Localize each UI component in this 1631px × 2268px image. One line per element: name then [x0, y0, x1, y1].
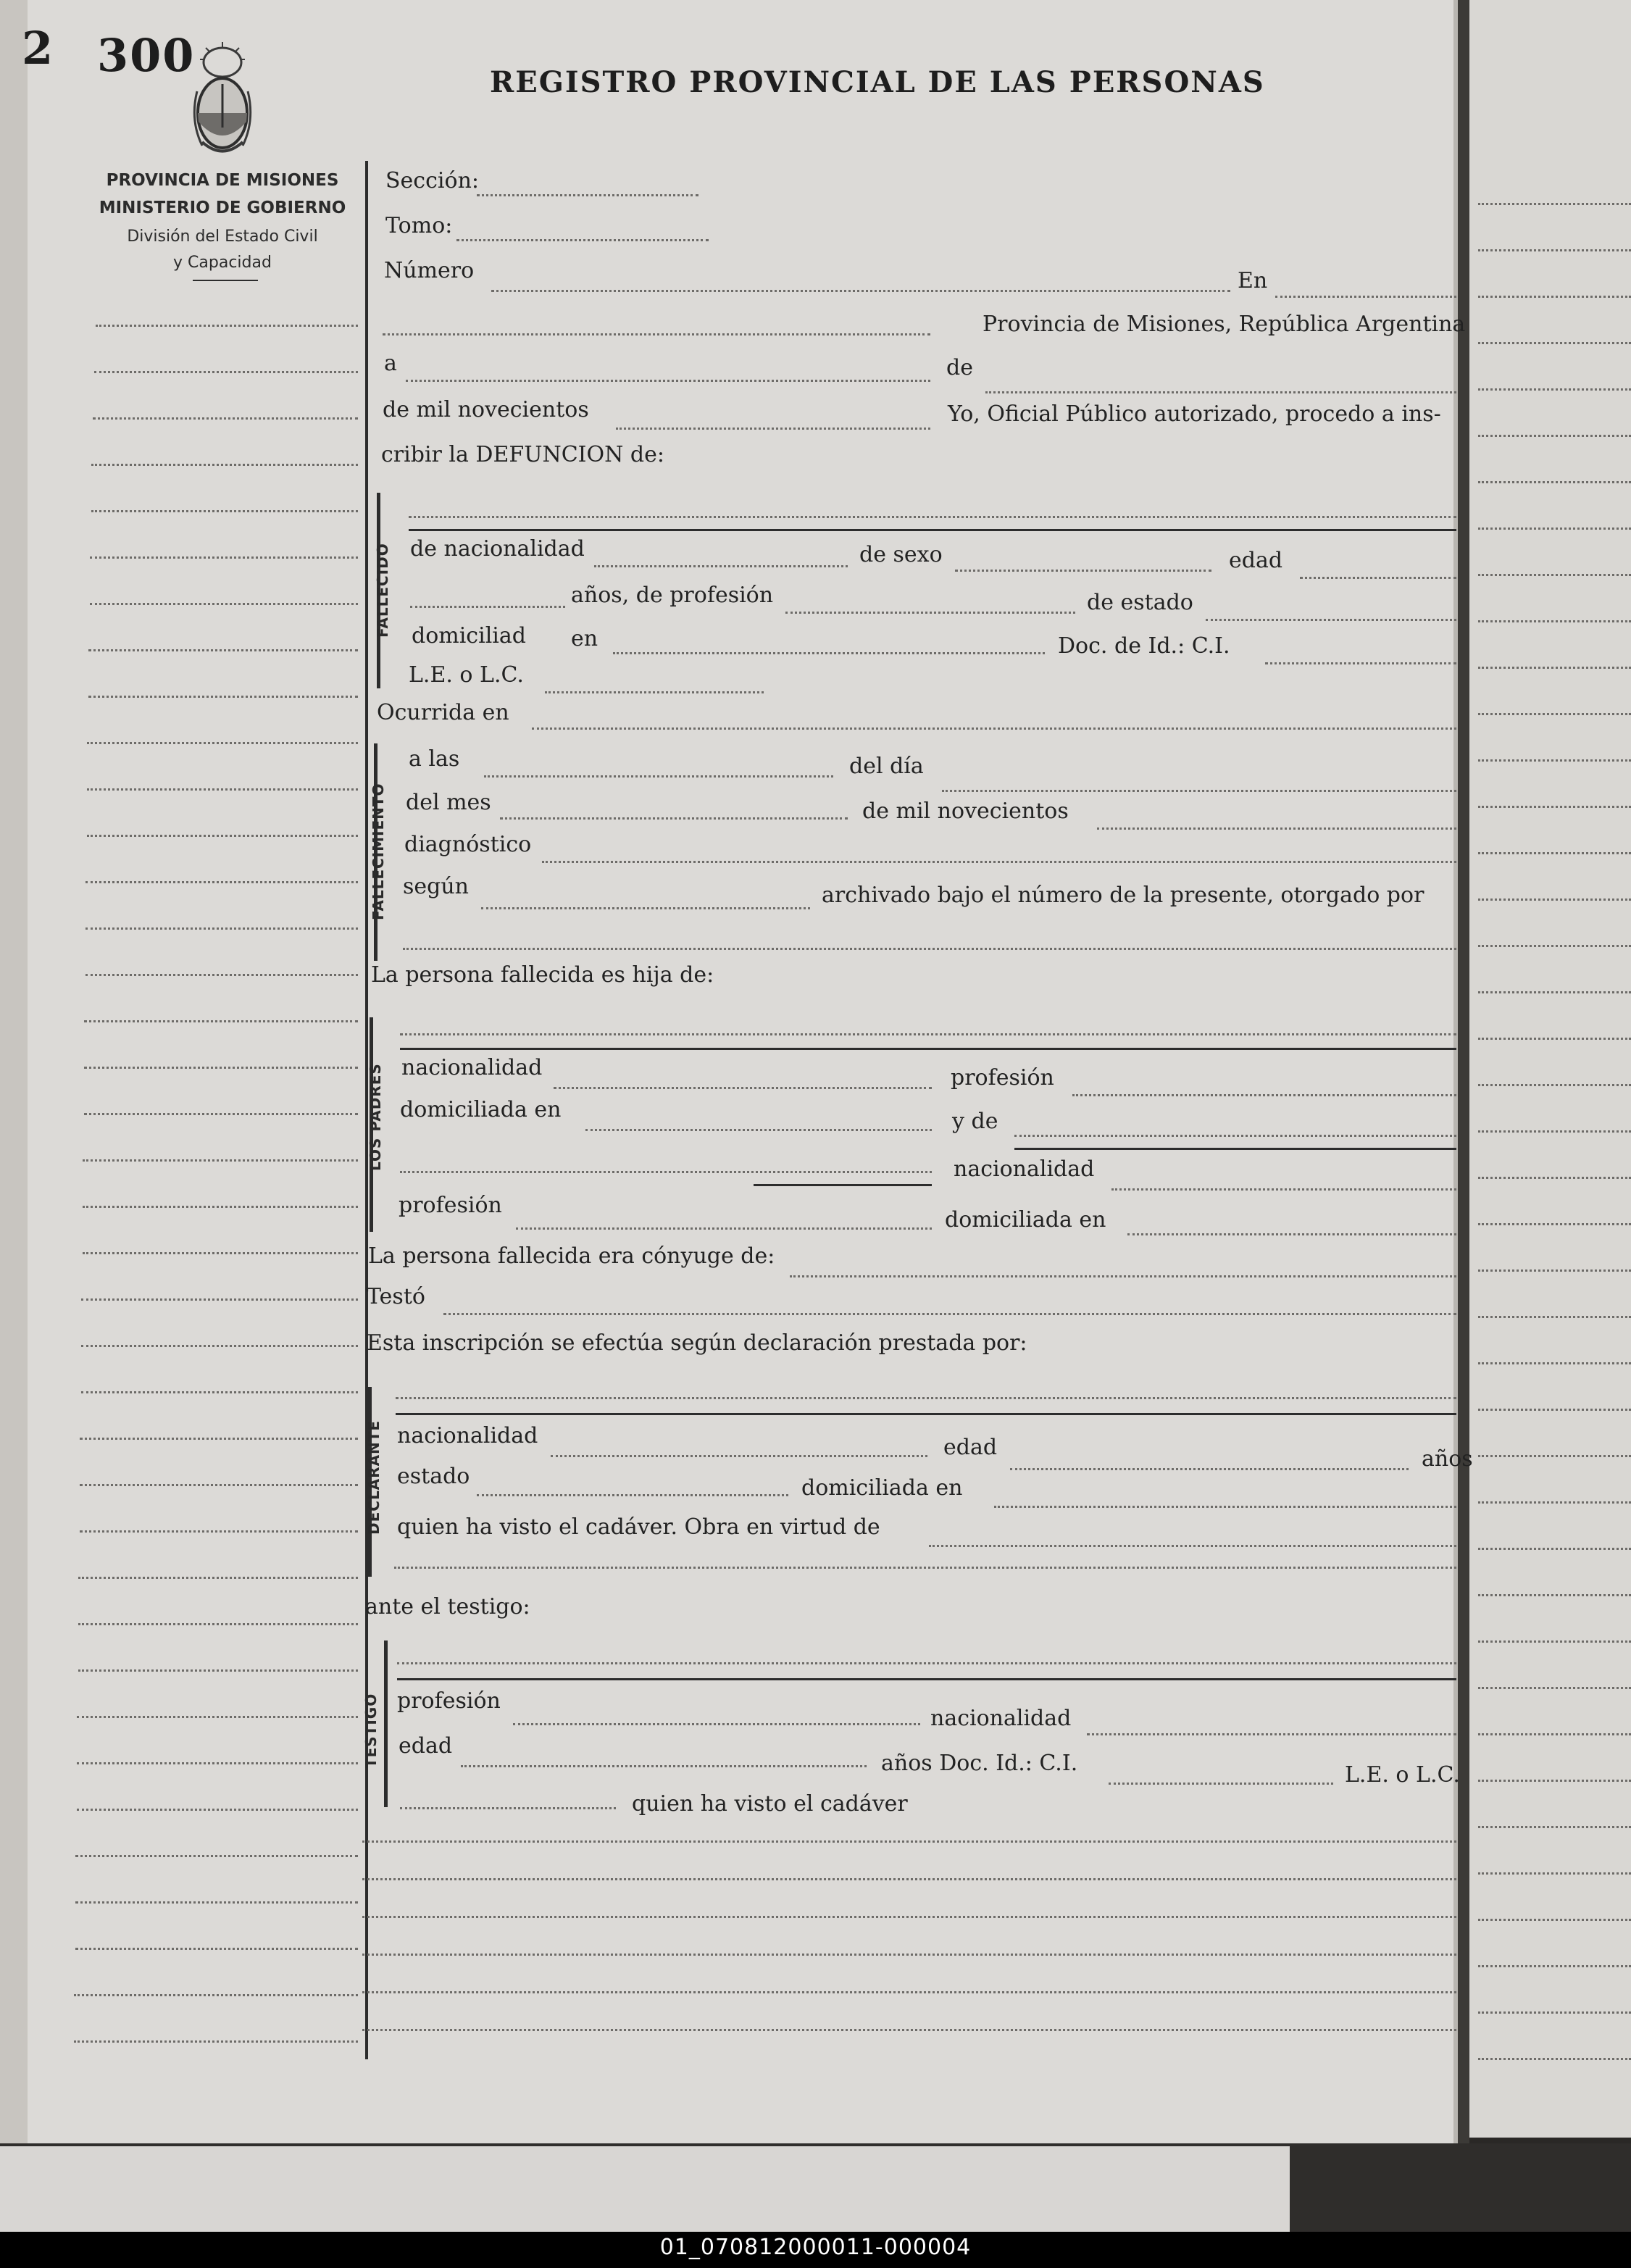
- page-title: REGISTRO PROVINCIAL DE LAS PERSONAS: [490, 65, 1265, 99]
- en-label: En: [1238, 268, 1268, 293]
- a-field[interactable]: [406, 380, 930, 382]
- conyuge-field[interactable]: [790, 1275, 1456, 1277]
- year-field[interactable]: [616, 428, 930, 430]
- diagnostico-label: diagnóstico: [404, 832, 532, 857]
- padres-madre-field[interactable]: [1014, 1135, 1456, 1137]
- fallecido-doc-label: Doc. de Id.: C.I.: [1058, 633, 1230, 659]
- fallecido-en-label: en: [571, 626, 598, 651]
- testigo-nacionalidad-label: nacionalidad: [930, 1706, 1072, 1731]
- tomo-field[interactable]: [456, 239, 709, 241]
- declarante-quien-text: quien ha visto el cadáver. Obra en virtud de: [397, 1514, 880, 1540]
- en-field[interactable]: [1275, 296, 1456, 298]
- de-field[interactable]: [985, 391, 1456, 393]
- seccion-field[interactable]: [477, 194, 698, 196]
- fallecido-doc-field[interactable]: [1265, 662, 1456, 664]
- testigo-edad-field[interactable]: [461, 1765, 867, 1767]
- de-label: de: [946, 355, 973, 380]
- testigo-label: TESTIGO: [362, 1693, 380, 1768]
- fallecimiento-dia-label: del día: [849, 754, 924, 779]
- fallecido-anos-field[interactable]: [410, 606, 565, 608]
- declarante-extra-field[interactable]: [394, 1567, 1456, 1569]
- numero-field[interactable]: [491, 290, 1230, 292]
- fallecido-nacionalidad-field[interactable]: [594, 565, 848, 567]
- segun-label: según: [403, 874, 469, 899]
- page-edge: [0, 0, 28, 2143]
- fallecimiento-ano-label: de mil novecientos: [862, 799, 1069, 824]
- fallecido-edad-label: edad: [1229, 548, 1283, 573]
- declarante-virtud-field[interactable]: [929, 1545, 1456, 1547]
- testigo-quien-text: quien ha visto el cadáver: [632, 1791, 908, 1817]
- provincia-text: Provincia de Misiones, República Argentina: [983, 312, 1466, 337]
- fallecimiento-label: FALLECIMIENTO: [370, 783, 387, 920]
- padres-name-field[interactable]: [400, 1033, 1456, 1035]
- coat-of-arms-icon: [191, 41, 254, 157]
- padres-label: LOS PADRES: [367, 1063, 384, 1171]
- image-caption: 01_070812000011-000004: [659, 2235, 972, 2260]
- padres-name-rule: [754, 1184, 932, 1186]
- declarante-name-field[interactable]: [396, 1397, 1456, 1399]
- fallecido-estado-label: de estado: [1087, 590, 1193, 615]
- declarante-edad-label: edad: [943, 1435, 998, 1460]
- padres-profesion2-field[interactable]: [516, 1227, 932, 1230]
- fallecido-rule: [409, 529, 1456, 531]
- diagnostico-field[interactable]: [542, 861, 1456, 863]
- padres-domicilio2-field[interactable]: [1127, 1233, 1456, 1235]
- padres-madre-name-field[interactable]: [400, 1171, 932, 1173]
- declarante-nacionalidad-label: nacionalidad: [397, 1423, 538, 1448]
- padres-domicilio-field[interactable]: [585, 1129, 932, 1131]
- page-number-right: 300: [97, 29, 196, 82]
- padres-nacionalidad-field[interactable]: [554, 1087, 932, 1089]
- declarante-domicilio-field[interactable]: [994, 1506, 1456, 1508]
- testigo-le-label: L.E. o L.C.: [1345, 1762, 1460, 1788]
- header-capacity: y Capacidad: [173, 254, 272, 272]
- header-underline: [193, 280, 258, 281]
- a-label: a: [384, 351, 397, 376]
- fallecido-le-field[interactable]: [545, 691, 764, 693]
- declarante-estado-field[interactable]: [477, 1494, 788, 1496]
- ante-testigo-label: ante el testigo:: [365, 1594, 530, 1619]
- padres-rule: [400, 1048, 1456, 1050]
- testigo-doc-label: años Doc. Id.: C.I.: [881, 1751, 1078, 1776]
- place-field[interactable]: [383, 333, 930, 335]
- declarante-edad-field[interactable]: [1010, 1468, 1409, 1470]
- facing-page: [1469, 0, 1631, 2138]
- declarante-anos-label: años: [1422, 1446, 1473, 1472]
- de-mil-novecientos-label: de mil novecientos: [383, 397, 589, 422]
- fallecimiento-a-las-label: a las: [409, 746, 460, 772]
- testigo-doc-field[interactable]: [1109, 1783, 1333, 1785]
- header-province: PROVINCIA DE MISIONES: [106, 171, 339, 190]
- padres-madre-rule: [1014, 1148, 1456, 1150]
- fallecido-sexo-field[interactable]: [955, 570, 1211, 572]
- otorgado-field[interactable]: [403, 948, 1456, 950]
- padres-nacionalidad2-field[interactable]: [1111, 1188, 1456, 1191]
- segun-field[interactable]: [481, 907, 810, 909]
- header-division: División del Estado Civil: [127, 228, 318, 246]
- fallecido-profesion-field[interactable]: [785, 612, 1075, 614]
- seccion-label: Sección:: [385, 168, 479, 193]
- fallecido-edad-field[interactable]: [1300, 577, 1456, 579]
- fallecido-nacionalidad-label: de nacionalidad: [410, 536, 585, 562]
- fallecimiento-mes-label: del mes: [406, 790, 491, 815]
- testo-field[interactable]: [443, 1313, 1456, 1315]
- conyuge-label: La persona fallecida era cónyuge de:: [368, 1243, 775, 1269]
- fallecimiento-mes-field[interactable]: [500, 817, 848, 820]
- fallecido-estado-field[interactable]: [1206, 619, 1456, 621]
- declarante-estado-label: estado: [397, 1464, 470, 1489]
- fallecimiento-hora-field[interactable]: [484, 775, 833, 777]
- declarante-rule: [396, 1413, 1456, 1415]
- testigo-id-field[interactable]: [400, 1807, 616, 1809]
- fallecido-label: FALLECIDO: [374, 543, 391, 638]
- declarante-label: DECLARANTE: [365, 1419, 383, 1535]
- testigo-bracket: [384, 1640, 388, 1807]
- testigo-rule: [397, 1678, 1456, 1680]
- ocurrida-field[interactable]: [532, 727, 1456, 730]
- fallecimiento-ano-field[interactable]: [1097, 827, 1456, 830]
- hija-de-label: La persona fallecida es hija de:: [371, 962, 714, 988]
- padres-nacionalidad-label: nacionalidad: [401, 1055, 543, 1080]
- fallecido-name-field[interactable]: [409, 516, 1456, 518]
- padres-nacionalidad2-label: nacionalidad: [954, 1156, 1095, 1182]
- cribir-text: cribir la DEFUNCION de:: [381, 442, 664, 467]
- padres-domiciliada2-label: domiciliada en: [945, 1207, 1106, 1233]
- testigo-profesion-field[interactable]: [513, 1723, 920, 1725]
- padres-domiciliada-label: domiciliada en: [400, 1097, 562, 1122]
- padres-y-de-label: y de: [952, 1109, 998, 1134]
- testo-label: Testó: [367, 1284, 425, 1309]
- loose-paper: [0, 2146, 1290, 2240]
- padres-profesion-field[interactable]: [1072, 1094, 1456, 1096]
- inscripcion-text: Esta inscripción se efectúa según declaración prestada por:: [367, 1330, 1027, 1356]
- testigo-profesion-label: profesión: [397, 1688, 501, 1714]
- fallecido-sexo-label: de sexo: [859, 542, 943, 567]
- archivado-text: archivado bajo el número de la presente, otorgado por: [822, 883, 1424, 908]
- fallecido-domicilio-field[interactable]: [613, 652, 1045, 654]
- testigo-edad-label: edad: [399, 1733, 453, 1759]
- testigo-name-field[interactable]: [397, 1662, 1456, 1664]
- numero-label: Número: [384, 258, 475, 283]
- padres-profesion-label: profesión: [951, 1065, 1054, 1091]
- declarante-domiciliada-label: domiciliada en: [801, 1475, 963, 1501]
- fallecimiento-dia-field[interactable]: [942, 790, 1456, 792]
- fallecido-domiciliad-label: domiciliad: [412, 623, 526, 649]
- fallecido-le-label: L.E. o L.C.: [409, 662, 524, 688]
- testigo-nacionalidad-field[interactable]: [1087, 1733, 1456, 1735]
- page-number-left: 2: [22, 22, 55, 75]
- yo-oficial-text: Yo, Oficial Público autorizado, procedo a ins-: [948, 401, 1441, 427]
- tomo-label: Tomo:: [385, 213, 453, 238]
- padres-profesion2-label: profesión: [399, 1193, 502, 1218]
- ocurrida-label: Ocurrida en: [377, 700, 509, 725]
- declarante-nacionalidad-field[interactable]: [551, 1455, 927, 1457]
- fallecido-profesion-label: años, de profesión: [571, 583, 774, 608]
- header-ministry: MINISTERIO DE GOBIERNO: [99, 199, 346, 217]
